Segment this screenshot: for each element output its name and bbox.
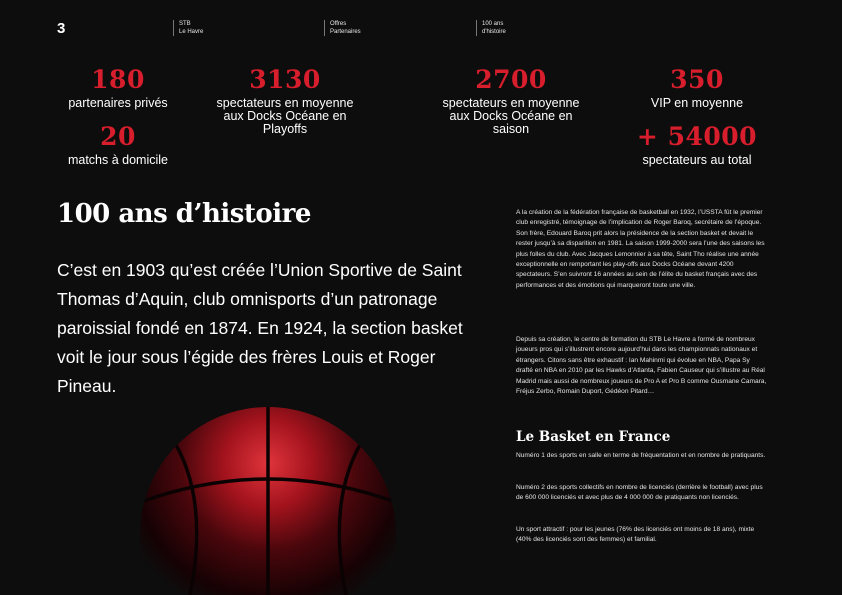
stat-number-total-spectators: + 54000 [636, 122, 758, 151]
basket-france-paragraph-1: Numéro 1 des sports en salle en terme de fréquentation et en nombre de pratiquants. [516, 452, 766, 459]
stat-label-vip: VIP en moyenne [650, 96, 744, 110]
history-paragraph-1: A la création de la fédération française de basketball en 1932, l’USSTA fût le premier club enregistré, témoignage de l’implication de Roger Baroq, secrétaire de l’époque. Son frère, Edouard Baroq prit alors la présidence de la section basket et devait le rester jusqu’à sa disparition en 1981. La saison 1999-2000 sera l’une des saisons les plus folles du club. Avec Jacques Lemonnier à sa tête, Saint Tho réalise une année exceptionnelle en remportant les play-offs aux Docks Océane devant 4200 spectateurs. S’en suivront 16 années au sein de l’élite du basket français avec des performances et des émotions qui marqueront toute une ville. [516, 209, 765, 289]
stat-label-playoff-attendance: spectateurs en moyenne aux Docks Océane en Playoffs [216, 96, 354, 136]
stat-label-partners: partenaires privés [68, 96, 168, 110]
nav-item-offres-partenaires[interactable] [324, 20, 394, 36]
nav-item-line1: 100 ans [482, 21, 504, 27]
stat-label-season-attendance: spectateurs en moyenne aux Docks Océane en saison [442, 96, 580, 136]
history-intro: C’est en 1903 qu’est créée l’Union Sportive de Saint Thomas d’Aquin, club omnisports d’un patronage paroissial fondé en 1874. En 1924, la section basket voit le jour sous l’égide des frères Louis et Roger Pineau. [57, 260, 463, 396]
section-title-history: 100 ans d’histoire [57, 199, 311, 229]
nav-item-line1: STB [179, 21, 191, 27]
nav-item-line1: Offres [330, 21, 347, 27]
nav-item-line2: Partenaires [330, 29, 361, 35]
stat-label-home-games: matchs à domicile [67, 153, 169, 167]
section-title-basket-france: Le Basket en France [516, 429, 671, 445]
nav-item-100-ans-histoire[interactable] [476, 20, 546, 36]
page-number: 3 [57, 20, 66, 37]
stat-number-playoff-attendance: 3130 [249, 65, 321, 94]
nav-item-line2: d'histoire [482, 29, 506, 35]
history-paragraph-2: Depuis sa création, le centre de formation du STB Le Havre a formé de nombreux joueurs pros qui s’illustrent encore aujourd’hui dans les championnats nationaux et étrangers. Citons sans être exhaustif : Ian Mahinmi qui évolue en NBA, Papa Sy drafté en NBA en 2010 par les Hawks d’Atlanta, Fabien Causeur qui s’illustre au Réal Madrid mais aussi de nombreux joueurs de Pro A et Pro B comme Ousmane Camara, Fréjus Zerbo, Romain Duport, Gédéon Pitard… [516, 336, 767, 396]
stat-number-home-games: 20 [100, 122, 136, 151]
basket-france-paragraph-2: Numéro 2 des sports collectifs en nombre de licenciés (derrière le football) avec plus de 600 000 licenciés et avec plus de 4 000 000 de pratiquants non licenciés. [516, 484, 763, 502]
basket-france-paragraph-3: Un sport attractif : pour les jeunes (76% des licenciés ont moins de 18 ans), mixte (40% des licenciés sont des femmes) et familial. [516, 526, 755, 544]
stat-number-season-attendance: 2700 [475, 65, 547, 94]
nav-item-line2: Le Havre [179, 29, 204, 35]
nav-item-stb-le-havre[interactable] [173, 20, 243, 36]
stat-label-total-spectators: spectateurs au total [642, 153, 752, 167]
stat-number-vip: 350 [670, 65, 724, 94]
stat-number-partners: 180 [91, 65, 145, 94]
basketball-image [130, 385, 406, 595]
